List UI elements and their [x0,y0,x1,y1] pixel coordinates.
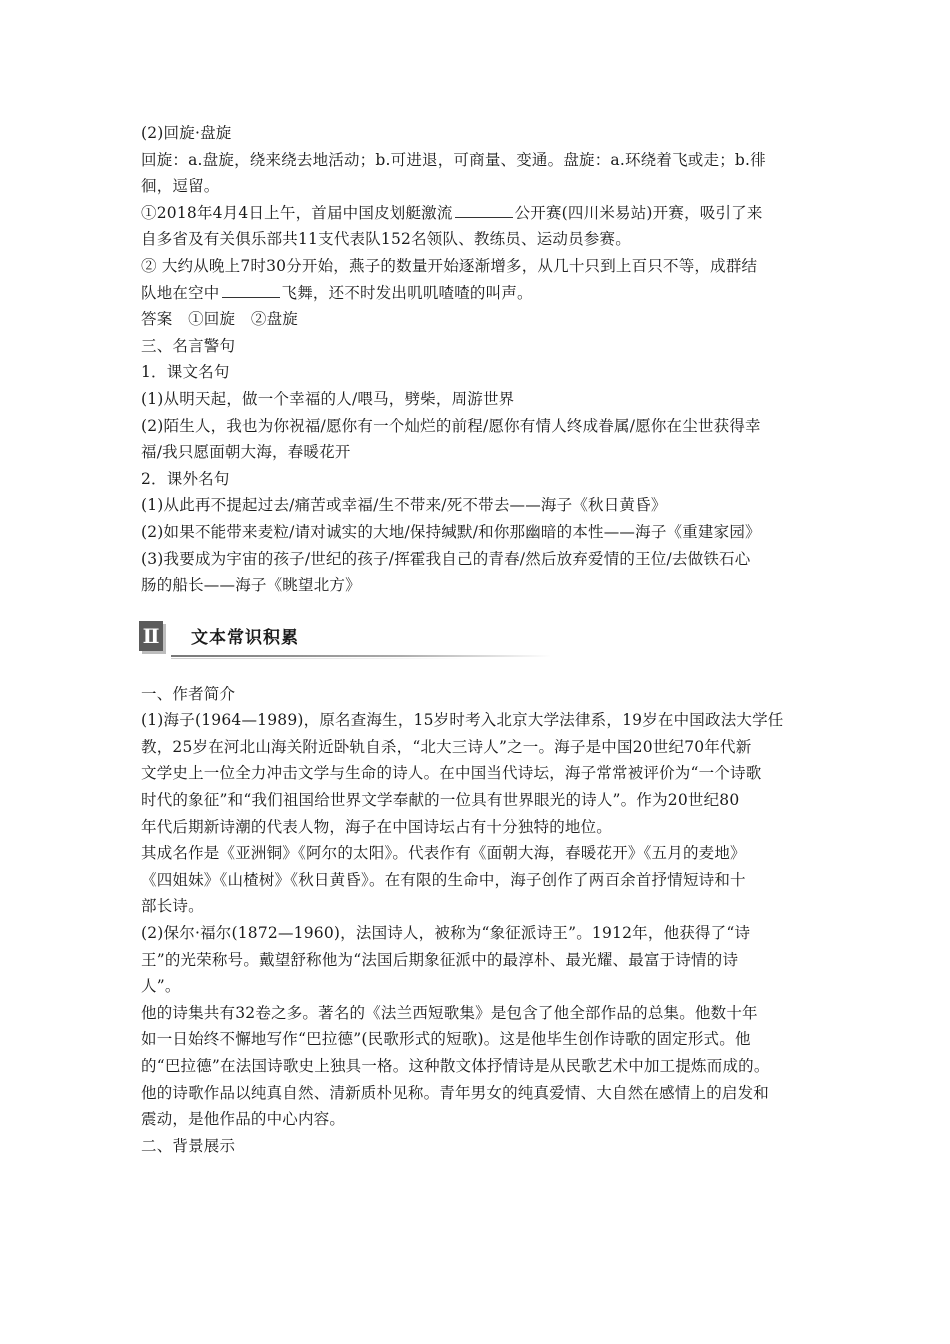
question-text: 飞舞，还不时发出叽叽喳喳的叫声。 [281,283,533,302]
section-divider [171,658,471,659]
question-1 [141,200,813,227]
answer-line: 答案 ①回旋 ②盘旋 [141,310,299,329]
subheading: 1．课文名句 [141,363,230,382]
section-divider [171,655,551,657]
section-header [141,611,813,673]
quote-line: (2)陌生人，我也为你祝福/愿你有一个灿烂的前程/愿你有情人终成眷属/愿你在尘世获得幸 [141,416,761,435]
paragraph-line: 教，25岁在河北山海关附近卧轨自杀，“北大三诗人”之一。海子是中国20世纪70年代新 [141,737,752,756]
heading: 三、名言警句 [141,336,236,355]
paragraph-line: 他的诗歌作品以纯真自然、清新质朴见称。青年男女的纯真爱情、大自然在感情上的启发和 [141,1083,770,1102]
heading: 一、作者简介 [141,684,236,703]
quote-line: (2)如果不能带来麦粒/请对诚实的大地/保持缄默/和你那幽暗的本性——海子《重建家园》 [141,522,761,541]
paragraph-line: 其成名作是《亚洲铜》《阿尔的太阳》。代表作有《面朝大海，春暖花开》《五月的麦地》 [141,844,746,863]
section-number-badge: Ⅱ [139,621,163,651]
paragraph-line: 他的诗集共有32卷之多。著名的《法兰西短歌集》是包含了他全部作品的总集。他数十年 [141,1003,758,1022]
question-text: ①2018年4月4日上午，首届中国皮划艇激流 [141,203,453,222]
question-2-cont [141,280,813,307]
document-page [141,120,813,1159]
paragraph-line: 《四姐妹》《山楂树》《秋日黄昏》。在有限的生命中，海子创作了两百余首抒情短诗和十 [141,870,746,889]
paragraph-line: 如一日始终不懈地写作“巴拉德”(民歌形式的短歌)。这是他毕生创作诗歌的固定形式。他 [141,1030,751,1049]
quote-line: 福/我只愿面朝大海，春暖花开 [141,443,351,462]
paragraph-line: 时代的象征”和“我们祖国给世界文学奉献的一位具有世界眼光的诗人”。作为20世纪80 [141,791,740,810]
question-text: 队地在空中 [141,283,220,302]
paragraph-line: (2)回旋·盘旋 [141,124,232,142]
fill-blank [455,203,513,218]
question-text: 公开赛(四川米易站)开赛，吸引了来 [514,203,763,222]
subheading: 2．课外名句 [141,469,230,488]
paragraph-line: 人”。 [141,977,181,996]
paragraph-line: 自多省及有关俱乐部共11支代表队152名领队、教练员、运动员参赛。 [141,230,631,249]
question-2: ② 大约从晚上7时30分开始，燕子的数量开始逐渐增多，从几十只到上百只不等，成群结 [141,256,758,275]
paragraph-line: (1)海子(1964—1989)，原名查海生，15岁时考入北京大学法律系，19岁在中国政法大学任 [141,711,784,730]
paragraph-line: 震动，是他作品的中心内容。 [141,1110,346,1129]
word-pair-block [141,120,813,333]
quote-line: (1)从明天起，做一个幸福的人/喂马，劈柴，周游世界 [141,389,515,408]
author-intro-block [141,681,813,1160]
paragraph-line: 的“巴拉德”在法国诗歌史上独具一格。这种散文体抒情诗是从民歌艺术中加工提炼而成的。 [141,1057,770,1075]
quotes-block [141,333,813,599]
section-title: 文本常识积累 [191,627,299,648]
quote-line: (1)从此再不提起过去/痛苦或幸福/生不带来/死不带去——海子《秋日黄昏》 [141,496,667,515]
paragraph-line: 王”的光荣称号。戴望舒称他为“法国后期象征派中的最淳朴、最光耀、最富于诗情的诗 [141,950,739,969]
fill-blank [222,283,280,298]
paragraph-line: 回旋：a.盘旋，绕来绕去地活动；b.可进退，可商量、变通。盘旋：a.环绕着飞或走；b.徘 [141,150,766,169]
heading: 二、背景展示 [141,1136,236,1155]
paragraph-line: 年代后期新诗潮的代表人物，海子在中国诗坛占有十分独特的地位。 [141,817,613,836]
paragraph-line: (2)保尔·福尔(1872—1960)，法国诗人，被称为“象征派诗王”。1912年，他获得了“诗 [141,924,751,943]
paragraph-line: 部长诗。 [141,897,204,916]
paragraph-line: 文学史上一位全力冲击文学与生命的诗人。在中国当代诗坛，海子常常被评价为“一个诗歌 [141,764,762,783]
paragraph-line: 徊，逗留。 [141,177,220,196]
quote-line: (3)我要成为宇宙的孩子/世纪的孩子/挥霍我自己的青春/然后放弃爱情的王位/去做铁石心 [141,549,751,568]
quote-line: 肠的船长——海子《眺望北方》 [141,576,361,595]
